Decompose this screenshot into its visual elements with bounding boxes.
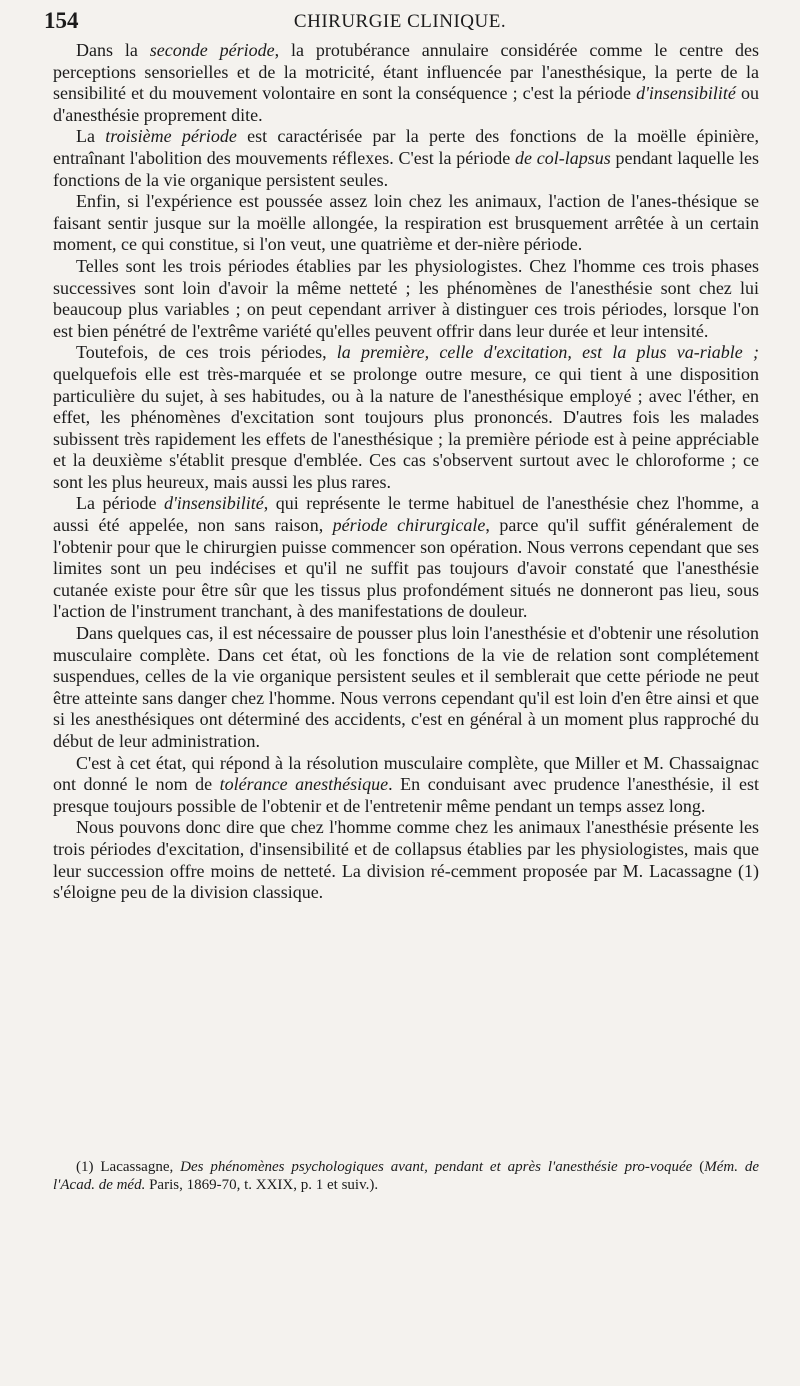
page-number: 154 (44, 8, 79, 33)
paragraph (53, 126, 759, 191)
italic-text: période chirurgicale (332, 515, 486, 536)
italic-text: seconde période (149, 40, 275, 60)
italic-text: troisième période (105, 126, 237, 147)
text-run: Enfin, si l'expérience est poussée assez loin chez les animaux, l'action de l'anes-thésique se faisant sentir jusque sur la moëlle allongée, la respiration est brusquement arrêtée à un certain moment, ce qui constitue, si l'on veut, une quatrième et der-nière période. (53, 191, 759, 255)
paragraph (53, 40, 759, 126)
text-run: est caractérisée par la perte des fonctions de la moëlle épinière, entraînant l'abolition des mouvements réflexes. C'est la période (53, 126, 759, 168)
body-text (53, 40, 759, 904)
italic-text: Des phénomènes psychologiques avant, pendant et après l'anesthésie pro-voquée (180, 1159, 693, 1175)
paragraph (53, 191, 759, 256)
text-run: La période (76, 493, 164, 514)
italic-text: de col-lapsus (515, 147, 611, 168)
italic-text: d'insensibilité (636, 83, 736, 104)
italic-text: Mém. de l'Acad. de méd. (53, 1159, 759, 1193)
text-run: , la protubérance annulaire considérée comme le centre des perceptions sensorielles et de la motricité, étant influencée par l'anesthésique, la perte de la sensibilité et du mouvement volontaire en sont la conséquence ; c'est la période (53, 40, 759, 104)
text-run: , qui représente le terme habituel de l'anesthésie chez l'homme, a aussi été appelée, non sans raison, (53, 493, 759, 536)
text-run: . En conduisant avec prudence l'anesthésie, il est presque toujours possible de l'obtenir et de l'entretenir même pendant un temps assez long. (53, 774, 759, 816)
text-run: Paris, 1869-70, t. XXIX, p. 1 et suiv.). (145, 1177, 379, 1193)
paragraph (53, 753, 759, 818)
italic-text: tolérance anesthésique (219, 774, 389, 795)
footnotes (53, 1158, 759, 1194)
italic-text: la première, celle d'excitation, est la plus va-riable ; (336, 342, 759, 363)
page-header (44, 8, 756, 38)
text-run: ou d'anesthésie proprement dite. (53, 83, 759, 125)
paragraph (53, 623, 759, 753)
paragraph (53, 342, 759, 493)
text-run: La (76, 126, 106, 147)
text-run: pendant laquelle les fonctions de la vie organique persistent seules. (53, 147, 760, 190)
text-run: Nous pouvons donc dire que chez l'homme comme chez les animaux l'anesthésie présente les trois périodes d'excitation, d'insensibilité et de collapsus établies par les physiologistes, mais que leur succession offre moins de netteté. La division ré-cemment proposée par M. Lacassagne (1) s'éloigne peu de la division classique. (53, 817, 759, 903)
text-run: Dans quelques cas, il est nécessaire de pousser plus loin l'anesthésie et d'obtenir une résolution musculaire complète. Dans cet état, où les fonctions de la vie de relation sont complétement suspendues, celles de la vie organique persistent seules et il semblerait que cette période ne peut être atteinte sans danger chez l'homme. Nous verrons cependant qu'il est loin d'en être ainsi et que si les anesthésiques ont déterminé des accidents, c'est en général à un moment plus rapproché du début de leur administration. (53, 623, 759, 751)
footnote (53, 1158, 759, 1194)
running-title: CHIRURGIE CLINIQUE. (293, 11, 507, 32)
text-run: Telles sont les trois périodes établies par les physiologistes. Chez l'homme ces trois phases successives sont loin d'avoir la même netteté ; les phénomènes de l'anesthésie sont chez lui beaucoup plus variables ; on peut cependant arriver à distinguer ces trois périodes, lorsque l'on est bien pénétré de l'extrême variété qu'elles peuvent offrir dans leur durée et leur intensité. (53, 255, 759, 341)
text-run: (1) Lacassagne, (76, 1159, 181, 1175)
paragraph (53, 493, 759, 623)
text-run: Toutefois, de ces trois périodes, (76, 342, 337, 363)
text-run: Dans la (76, 40, 150, 60)
text-run: quelquefois elle est très-marquée et se prolonge outre mesure, ce qui tient à une disposition particulière du sujet, à ses habitudes, ou à la nature de l'anesthésique employé ; avec l'éther, en effet, les phénomènes d'excitation sont toujours plus prononcés. D'autres fois les malades subissent très rapidement les effets de l'anesthésique ; la première période est à peine appréciable et la deuxième s'établit presque d'emblée. Ces cas s'observent surtout avec le chloroforme ; ce sont les plus heureux, mais aussi les plus rares. (53, 363, 759, 492)
italic-text: d'insensibilité (163, 493, 264, 514)
text-run: C'est à cet état, qui répond à la résolution musculaire complète, que Miller et M. Chassaignac ont donné le nom de (53, 752, 759, 795)
text-run: , parce qu'il suffit généralement de l'obtenir pour que le chirurgien puisse commencer son opération. Nous verrons cependant que ses limites sont un peu indécises et qu'il ne suffit pas toujours d'avoir constaté que l'anesthésie cutanée existe pour être sûr que les tissus plus profondément situés ne donneront pas lieu, sous l'action de l'instrument tranchant, à des manifestations de douleur. (53, 515, 760, 622)
text-run: ( (692, 1159, 705, 1175)
paragraph (53, 256, 759, 342)
paragraph (53, 817, 759, 903)
